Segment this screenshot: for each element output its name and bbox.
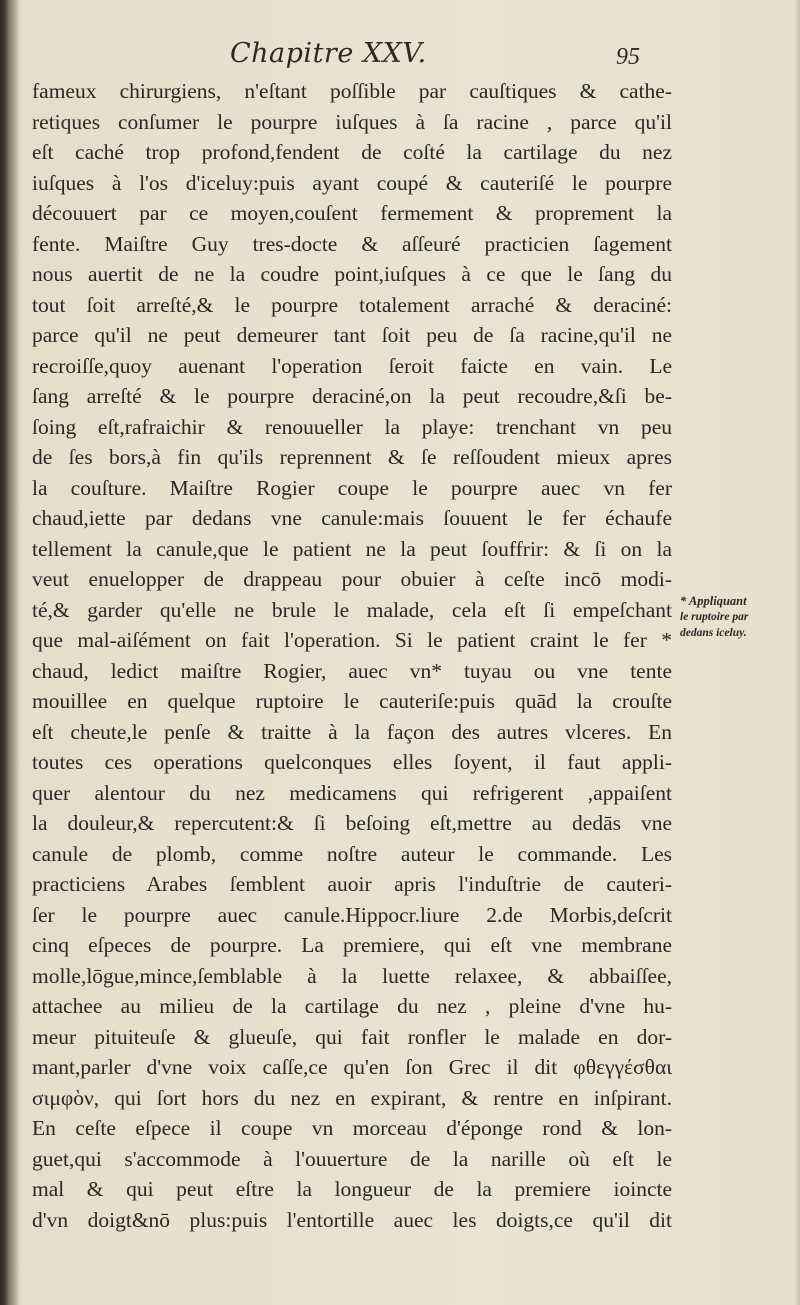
text-line: practiciens Arabes ſemblent auoir apris l'induſtrie de cauteri- (32, 872, 672, 896)
text-line: parce qu'il ne peut demeurer tant ſoit peu de ſa racine,qu'il ne (32, 323, 672, 347)
text-line: de ſes bors,à fin qu'ils reprennent & ſe reſſoudent mieux apres (32, 445, 672, 469)
text-line: découuert par ce moyen,couſent fermement & proprement la (32, 201, 672, 225)
text-line: attachee au milieu de la cartilage du nez , pleine d'vne hu- (32, 994, 672, 1018)
text-line: En ceſte eſpece il coupe vn morceau d'éponge rond & lon- (32, 1116, 672, 1140)
text-line: iuſques à l'os d'iceluy:puis ayant coupé & cauteriſé le pourpre (32, 170, 672, 195)
binding-gutter (0, 0, 20, 1305)
text-line: fente. Maiſtre Guy tres-docte & aſſeuré practicien ſagement (32, 231, 672, 256)
text-line: toutes ces operations quelconques elles ſoyent, il faut appli- (32, 750, 672, 774)
text-line: retiques conſumer le pourpre iuſques à ſa racine , parce qu'il (32, 109, 672, 134)
text-line: meur pituiteuſe & glueuſe, qui fait ronfler le malade en dor- (32, 1024, 672, 1049)
text-line: recroiſſe,quoy auenant l'operation ſeroit faicte en vain. Le (32, 353, 672, 378)
margin-note-line: le ruptoire par (680, 611, 749, 623)
text-line: quer alentour du nez medicamens qui refrigerent ,appaiſent (32, 780, 672, 805)
text-line: ſoing eſt,rafraichir & renouueller la playe: trenchant vn peu (32, 414, 672, 439)
text-line: canule de plomb, comme noſtre auteur le commande. Les (32, 841, 672, 866)
body-text (32, 76, 672, 1235)
text-line: veut enuelopper de drappeau pour obuier à ceſte incō modi- (32, 567, 672, 591)
text-line: nous auertit de ne la coudre point,iuſques à ce que le ſang du (32, 262, 672, 286)
text-line: eſt cheute,le penſe & traitte à la façon des autres vlceres. En (32, 719, 672, 744)
running-title: Chapitre XXV. (230, 38, 427, 69)
text-line: mant,parler d'vne voix caſſe,ce qu'en ſon Grec il dit φθεγγέσθαι (32, 1055, 672, 1079)
text-line: eſt caché trop profond,fendent de coſté la cartilage du nez (32, 140, 672, 164)
text-line: ſer le pourpre auec canule.Hippocr.liure 2.de Morbis,deſcrit (32, 902, 672, 927)
text-line: té,& garder qu'elle ne brule le malade, cela eſt ſi empeſchant (32, 597, 672, 622)
text-line: chaud, ledict maiſtre Rogier, auec vn* tuyau ou vne tente (32, 658, 672, 683)
text-line: molle,lōgue,mince,ſemblable à la luette relaxee, & abbaiſſee, (32, 963, 672, 988)
text-line: ſang arreſté & le pourpre deraciné,on la peut recoudre,&ſi be- (32, 384, 672, 408)
page-number: 95 (616, 44, 640, 70)
page-header (40, 38, 650, 78)
margin-note-line: dedans iceluy. (680, 627, 747, 639)
text-line: tellement la canule,que le patient ne la peut ſouffrir: & ſi on la (32, 536, 672, 561)
text-line: la douleur,& repercutent:& ſi beſoing eſt,mettre au dedās vne (32, 811, 672, 835)
text-line: σιμφὸν, qui ſort hors du nez en expirant, & rentre en inſpirant. (32, 1085, 672, 1110)
text-line: fameux chirurgiens, n'eſtant poſſible par cauſtiques & cathe- (32, 79, 672, 103)
text-line: chaud,iette par dedans vne canule:mais ſouuent le fer échaufe (32, 506, 672, 530)
text-line: guet,qui s'accommode à l'ouuerture de la narille où eſt le (32, 1146, 672, 1171)
margin-note (680, 593, 792, 641)
text-line: que mal-aiſément on fait l'operation. Si le patient craint le fer * (32, 628, 672, 652)
text-line: d'vn doigt&nō plus:puis l'entortille auec les doigts,ce qu'il dit (32, 1207, 672, 1232)
page-edge (794, 0, 800, 1305)
text-line: tout ſoit arreſté,& le pourpre totalement arraché & deraciné: (32, 292, 672, 317)
text-line: la couſture. Maiſtre Rogier coupe le pourpre auec vn fer (32, 475, 672, 500)
text-line: cinq eſpeces de pourpre. La premiere, qui eſt vne membrane (32, 933, 672, 957)
text-line: mal & qui peut eſtre la longueur de la premiere ioincte (32, 1177, 672, 1201)
text-line: mouillee en quelque ruptoire le cauteriſe:puis quād la crouſte (32, 689, 672, 713)
margin-note-line: * Appliquant (680, 594, 747, 608)
